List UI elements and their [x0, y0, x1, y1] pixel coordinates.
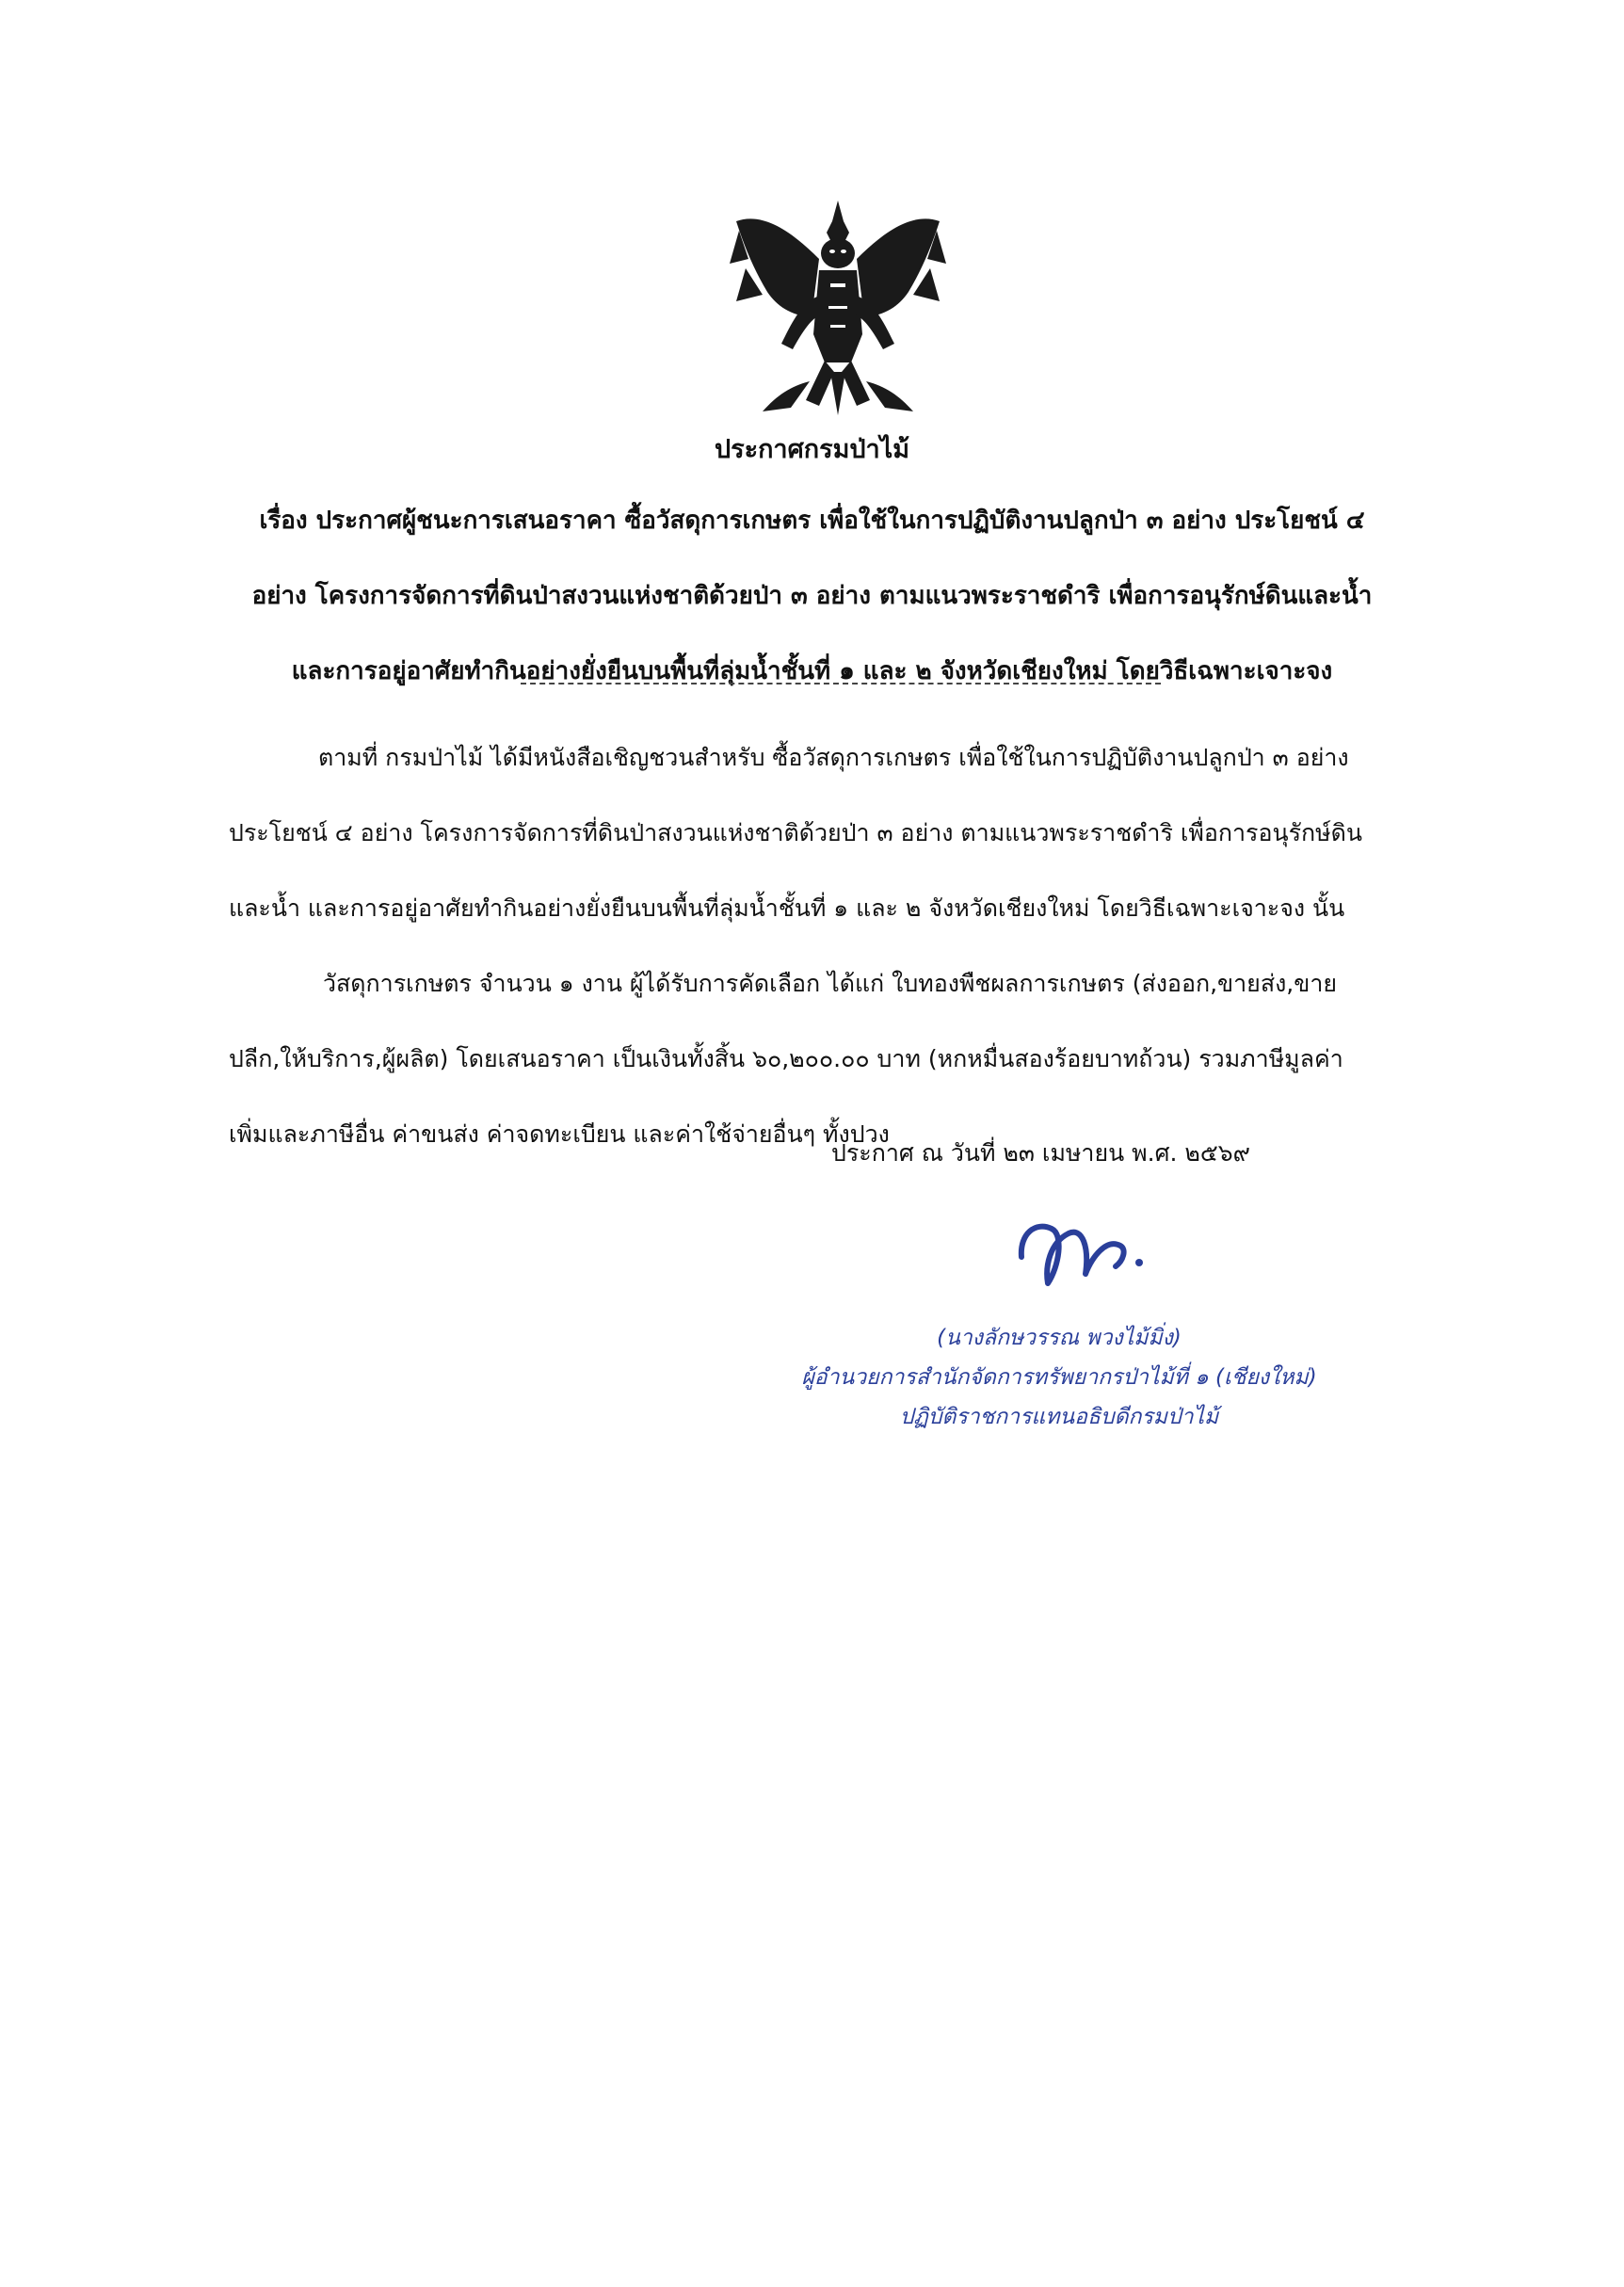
signer-name: (นางลักษวรรณ พวงไม้มิ่ง) — [937, 1326, 1182, 1350]
signer-acting-for: ปฏิบัติราชการแทนอธิบดีกรมป่าไม้ — [899, 1405, 1219, 1429]
document-subject — [169, 483, 1455, 709]
signer-position: ผู้อำนวยการสำนักจัดการทรัพยากรป่าไม้ที่ ๑ (เชียงใหม่) — [801, 1365, 1317, 1390]
paragraph-line: ประโยชน์ ๔ อย่าง โครงการจัดการที่ดินป่าสงวนแห่งชาติด้วยป่า ๓ อย่าง ตามแนวพระราชดำริ เพื่อการอนุรักษ์ดิน — [229, 819, 1362, 846]
paragraph-line: ตามที่ กรมป่าไม้ ได้มีหนังสือเชิญชวนสำหรับ ซื้อวัสดุการเกษตร เพื่อใช้ในการปฏิบัติงานปลูกป่า ๓ อย่าง — [318, 744, 1349, 771]
section-divider — [521, 683, 1161, 684]
garuda-emblem-icon — [725, 193, 951, 419]
signer-block — [772, 1318, 1346, 1437]
document-title: ประกาศกรมป่าไม้ — [714, 435, 910, 464]
announcement-date: ประกาศ ณ วันที่ ๒๓ เมษายน พ.ศ. ๒๕๖๙ — [831, 1139, 1250, 1167]
paragraph-1 — [229, 720, 1490, 946]
paragraph-line: ปลีก,ให้บริการ,ผู้ผลิต) โดยเสนอราคา เป็นเงินทั้งสิ้น ๖๐,๒๐๐.๐๐ บาท (หกหมื่นสองร้อยบาทถ้วน) รวมภาษีมูลค่า — [229, 1045, 1343, 1072]
subject-line: และการอยู่อาศัยทำกินอย่างยั่งยืนบนพื้นที่ลุ่มน้ำชั้นที่ ๑ และ ๒ จังหวัดเชียงใหม่ โดยวิธีเฉพาะเจาะจง — [291, 657, 1333, 685]
subject-line: อย่าง โครงการจัดการที่ดินป่าสงวนแห่งชาติด้วยป่า ๓ อย่าง ตามแนวพระราชดำริ เพื่อการอนุรักษ์ดินและน้ำ — [251, 582, 1373, 610]
paragraph-line: วัสดุการเกษตร จำนวน ๑ งาน ผู้ได้รับการคัดเลือก ได้แก่ ใบทองพืชผลการเกษตร (ส่งออก,ขายส่ง,ขาย — [323, 970, 1338, 997]
paragraph-line: เพิ่มและภาษีอื่น ค่าขนส่ง ค่าจดทะเบียน และค่าใช้จ่ายอื่นๆ ทั้งปวง — [229, 1120, 890, 1148]
handwritten-signature-icon — [1003, 1200, 1163, 1295]
subject-line: เรื่อง ประกาศผู้ชนะการเสนอราคา ซื้อวัสดุการเกษตร เพื่อใช้ในการปฏิบัติงานปลูกป่า ๓ อย่าง ประโยชน์ ๔ — [259, 507, 1365, 535]
paragraph-line: และน้ำ และการอยู่อาศัยทำกินอย่างยั่งยืนบนพื้นที่ลุ่มน้ำชั้นที่ ๑ และ ๒ จังหวัดเชียงใหม่ โดยวิธีเฉพาะเจาะจง นั้น — [229, 894, 1345, 922]
